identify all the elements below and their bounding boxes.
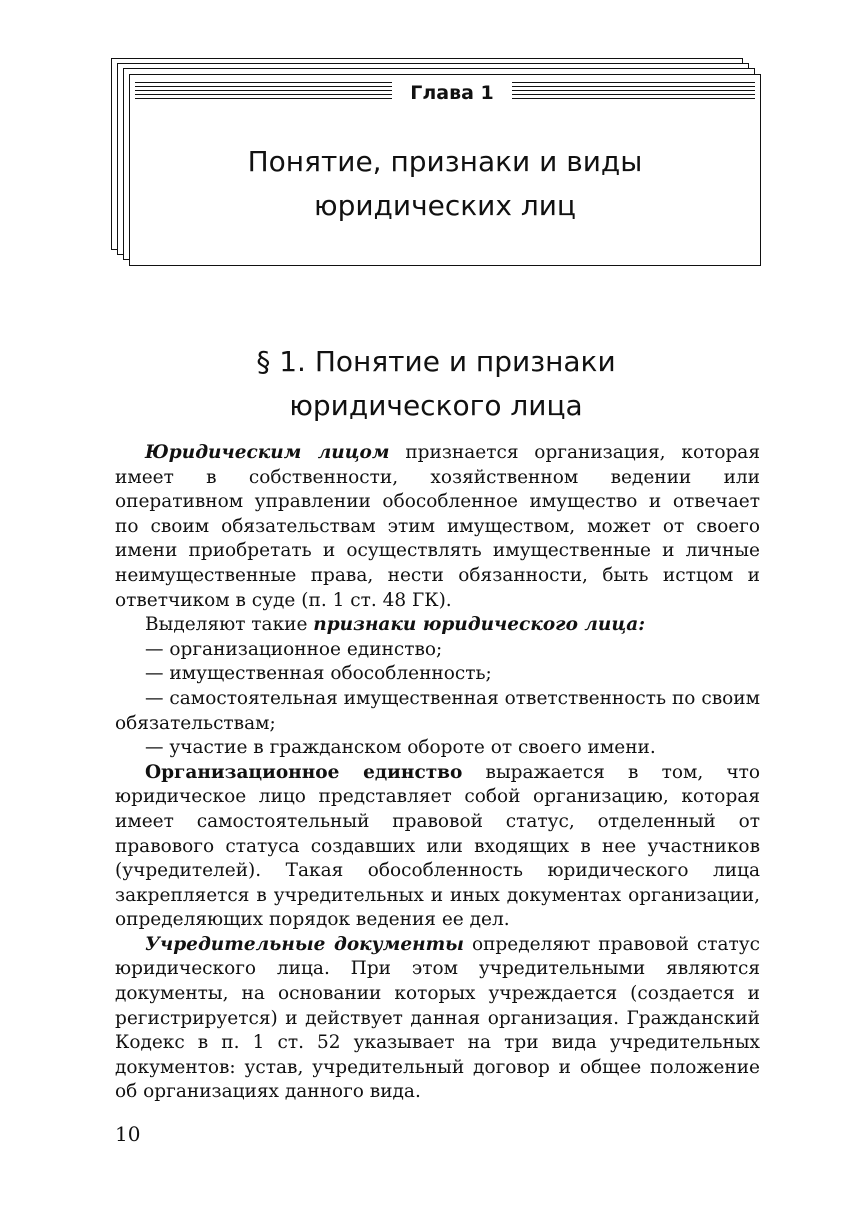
term-features: признаки юридического лица: [313, 614, 646, 636]
chapter-title [135, 140, 755, 228]
body-text [115, 441, 760, 1105]
paragraph-organizational-unity-text: выражается в том, что юридическое лицо представляет собой организацию, которая имеет самостоятельный правовой статус, отделенный от правового статуса создавших или входящих в нее участников (учредителей). Такая обособленность юридического лица закрепляется в учредительных и иных документах организации, определяющих порядок ведения ее дел. [115, 761, 760, 931]
page-number: 10 [115, 1122, 141, 1146]
section-title [112, 340, 760, 428]
features-intro-text: Выделяют такие [145, 614, 314, 636]
chapter-label: Глава 1 [392, 79, 512, 107]
list-item: — участие в гражданском обороте от своего имени. [145, 737, 656, 759]
paragraph-definition [115, 441, 760, 613]
list-item: — организационное единство; [145, 638, 443, 660]
section-title-line-2: юридического лица [289, 389, 583, 422]
term-organizational-unity: Организационное единство [145, 761, 463, 783]
chapter-title-line-1: Понятие, признаки и виды [247, 145, 643, 178]
term-founding-documents: Учредительные документы [145, 933, 464, 955]
paragraph-definition-text: признается организация, которая имеет в собственности, хозяйственном ведении или оперативном управлении обособленное имущество и отвечает по своим обязательствам этим имуществом, может от своего имени приобретать и осуществлять имущественные и личные неимущественные права, нести обязанности, быть истцом и ответчиком в суде (п. 1 ст. 48 ГК). [115, 442, 760, 611]
paragraph-features-intro [115, 613, 760, 638]
paragraph-founding-documents-text: определяют правовой статус юридического лица. При этом учредительными являются документы, на основании которых учреждается (создается и регистрируется) и действует данная организация. Гражданский Кодекс в п. 1 ст. 52 указывает на три вида учредительных документов: устав, учредительный договор и общее положение об организациях данного вида. [115, 933, 761, 1103]
term-legal-entity: Юридическим лицом [145, 442, 390, 463]
list-item: — самостоятельная имущественная ответственность по своим обязательствам; [115, 687, 760, 734]
paragraph-founding-documents [115, 933, 760, 1105]
list-item: — имущественная обособленность; [145, 663, 492, 685]
chapter-title-line-2: юридических лиц [314, 189, 576, 222]
paragraph-organizational-unity [115, 761, 760, 933]
section-title-line-1: § 1. Понятие и признаки [256, 345, 616, 378]
